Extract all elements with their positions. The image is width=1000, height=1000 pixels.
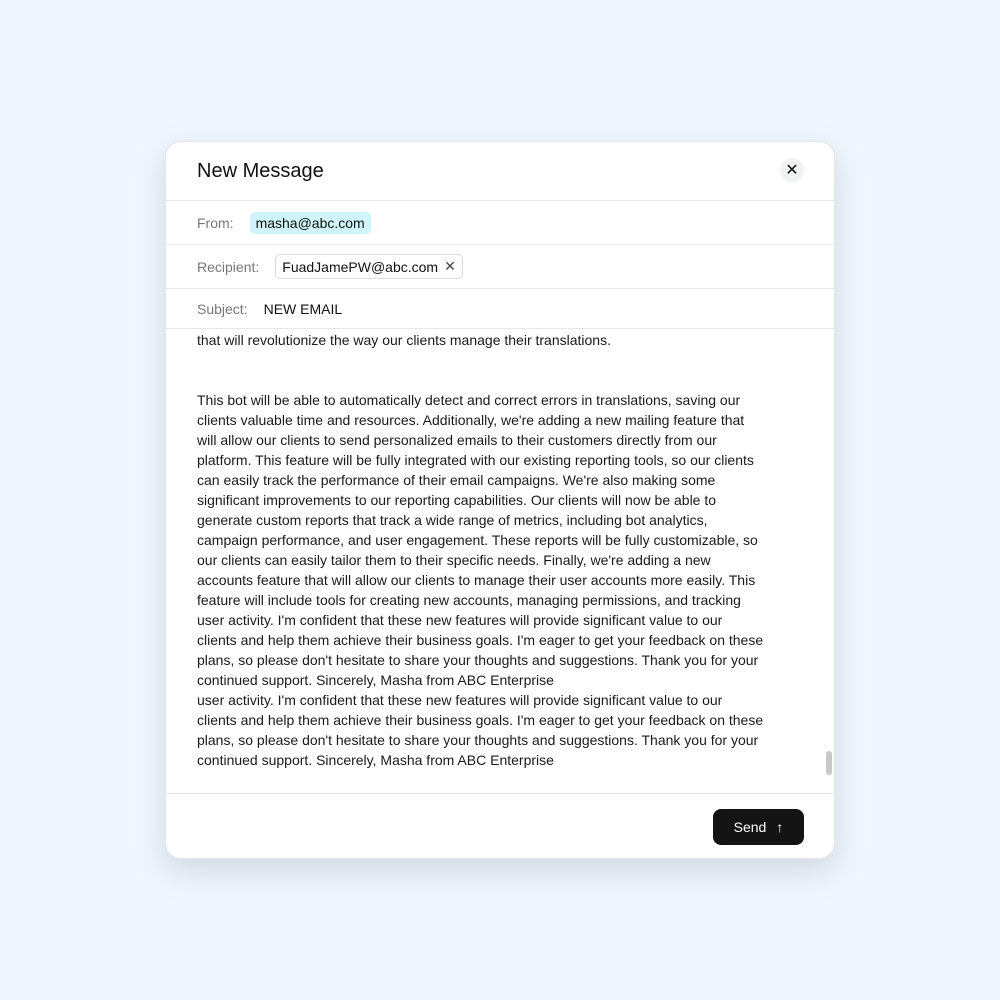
body-line: user activity. I'm confident that these new features will provide significant value to our	[197, 612, 723, 628]
close-button[interactable]	[780, 158, 804, 182]
scrollbar-thumb[interactable]	[826, 751, 832, 775]
body-line: that will revolutionize the way our clients manage their translations.	[197, 332, 611, 348]
arrow-up-icon: ↑	[776, 819, 784, 835]
body-line: campaign performance, and user engagement. These reports will be fully customizable, so	[197, 532, 758, 548]
recipient-label: Recipient:	[197, 258, 260, 275]
body-line: feature will include tools for creating new accounts, managing permissions, and tracking	[197, 592, 741, 608]
body-line: platform. This feature will be fully integrated with our existing reporting tools, so our clients	[197, 452, 754, 468]
body-line: clients valuable time and resources. Additionally, we're adding a new mailing feature that	[197, 412, 745, 428]
dialog-header	[166, 142, 834, 201]
body-line	[197, 370, 803, 390]
body-line: clients and help them achieve their business goals. I'm eager to get your feedback on these	[197, 712, 764, 728]
send-button[interactable]	[713, 809, 804, 845]
dialog-title: New Message	[197, 159, 324, 182]
recipient-row[interactable]	[166, 245, 834, 289]
recipient-email: FuadJamePW@abc.com	[282, 258, 439, 275]
from-row	[166, 201, 834, 245]
from-chip[interactable]: masha@abc.com	[250, 212, 371, 234]
body-line: plans, so please don't hesitate to share your thoughts and suggestions. Thank you for your	[197, 732, 759, 748]
dialog-footer	[166, 793, 834, 859]
body-line: clients and help them achieve their business goals. I'm eager to get your feedback on these	[197, 632, 764, 648]
body-line: can easily track the performance of their email campaigns. We're also making some	[197, 472, 716, 488]
subject-label: Subject:	[197, 300, 248, 317]
body-line: plans, so please don't hesitate to share your thoughts and suggestions. Thank you for your	[197, 652, 759, 668]
send-label: Send	[733, 819, 767, 835]
from-label: From:	[197, 214, 234, 231]
body-line: significant improvements to our reporting capabilities. Our clients will now be able to	[197, 492, 717, 508]
body-line: continued support. Sincerely, Masha from ABC Enterprise	[197, 672, 554, 688]
recipient-chip	[275, 254, 463, 279]
body-line: generate custom reports that track a wide range of metrics, including bot analytics,	[197, 512, 708, 528]
body-line: user activity. I'm confident that these new features will provide significant value to our	[197, 692, 723, 708]
body-line: This bot will be able to automatically detect and correct errors in translations, saving our	[197, 392, 741, 408]
body-line: continued support. Sincerely, Masha from ABC Enterprise	[197, 752, 554, 768]
body-line: our clients can easily tailor them to their specific needs. Finally, we're adding a new	[197, 552, 711, 568]
subject-input[interactable]: NEW EMAIL	[263, 300, 343, 317]
subject-row[interactable]	[166, 289, 834, 329]
message-body[interactable]	[166, 329, 834, 793]
body-line: will allow our clients to send personalized emails to their customers directly from our	[197, 432, 717, 448]
body-line	[197, 350, 803, 370]
close-icon: ✕	[785, 162, 799, 179]
new-message-dialog	[165, 141, 835, 859]
body-line: accounts feature that will allow our clients to manage their user accounts more easily. This	[197, 572, 756, 588]
remove-recipient-icon[interactable]: ✕	[444, 258, 456, 274]
